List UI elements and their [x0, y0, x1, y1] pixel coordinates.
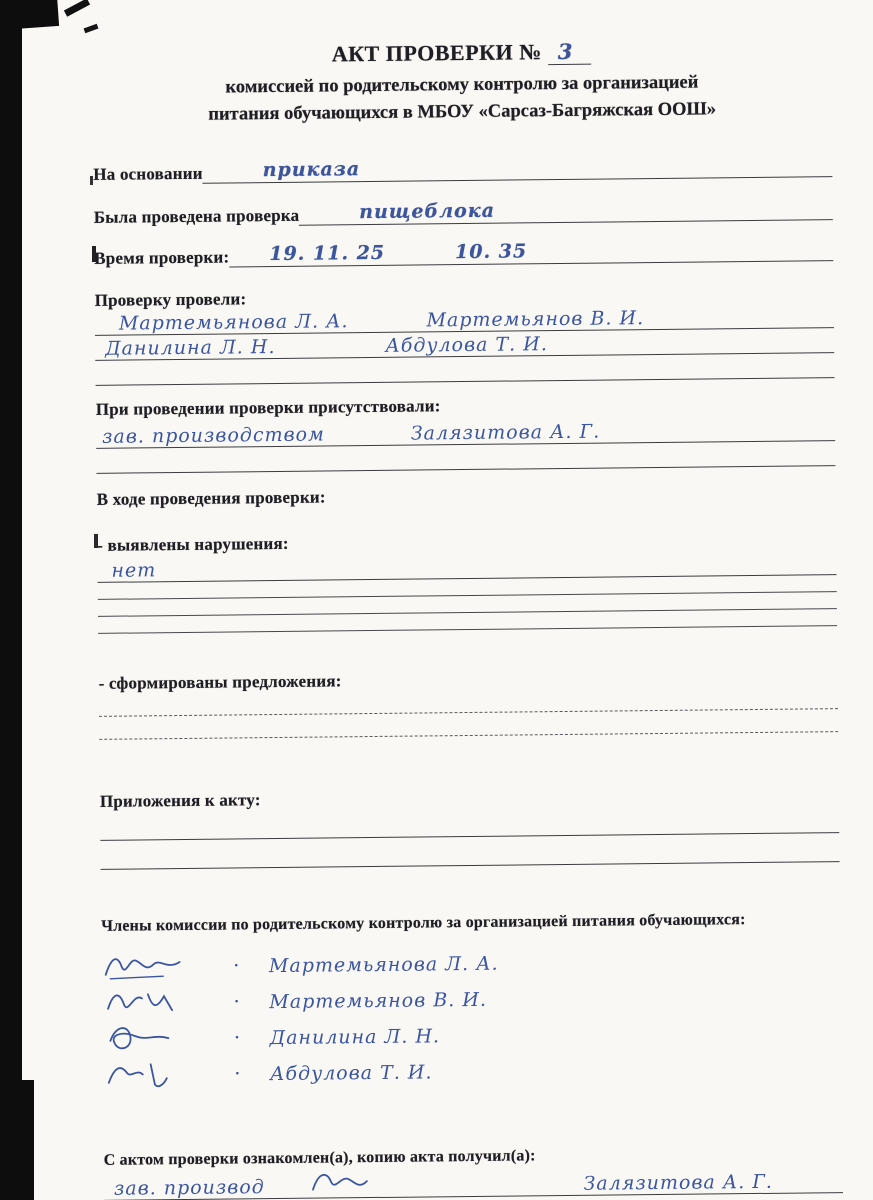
document-subtitle [92, 68, 832, 130]
ack-name-handwritten: Залязитова А. Г. [583, 1170, 774, 1195]
title-text: АКТ ПРОВЕРКИ № [331, 39, 542, 67]
inspector-name-handwritten: Данилина Л. Н. [105, 335, 276, 360]
during-label: В ходе проведения проверки: [96, 487, 326, 509]
ack-signature [305, 1167, 375, 1198]
inspector-name-handwritten: Мартемьянова Л. А. [118, 310, 349, 335]
time-clock-handwritten: 10. 35 [454, 240, 528, 264]
proposals-label: - сформированы предложения: [98, 671, 342, 693]
time-row [94, 236, 833, 269]
member-signature [101, 950, 197, 985]
leader-mark: · [234, 1029, 240, 1047]
violations-label: - выявлены нарушения: [97, 533, 289, 555]
present-role-handwritten: зав. производством [101, 423, 325, 448]
ack-label: С актом проверки ознакомлен(а), копию акта получил(а): [103, 1147, 536, 1169]
member-name-handwritten: Данилина Л. Н. [269, 1025, 441, 1050]
subtitle-line-2: питания обучающихся в МБОУ «Сарсаз-Багряжская ООШ» [208, 99, 717, 125]
leader-mark: · [234, 1065, 241, 1083]
inspector-name-handwritten: Мартемьянов В. И. [426, 307, 645, 332]
scanner-edge-artifact-bottom [0, 1080, 34, 1200]
scanner-corner-artifact [0, 0, 59, 30]
violations-value-handwritten: нет [111, 559, 157, 582]
inspector-name-handwritten: Абдулова Т. И. [385, 333, 548, 357]
scan-smudge [64, 0, 90, 17]
members-signature-block [101, 942, 841, 1094]
member-signature [102, 1022, 198, 1057]
ack-role-handwritten: зав. производ [113, 1176, 265, 1200]
member-signature [103, 1058, 199, 1093]
present-label: При проведении проверки присутствовали: [95, 396, 441, 419]
subtitle-line-1: комиссией по родительскому контролю за организацией [225, 72, 699, 98]
inspectors-label: Проверку провели: [94, 289, 247, 310]
attachments-label: Приложения к акту: [99, 790, 261, 811]
inspection-field [299, 195, 833, 226]
document-content [92, 36, 843, 1200]
member-name-handwritten: Абдулова Т. И. [269, 1061, 433, 1086]
member-name-handwritten: Мартемьянов В. И. [269, 988, 488, 1014]
document-title [92, 36, 831, 70]
member-row [103, 1050, 842, 1094]
member-name-handwritten: Мартемьянова Л. А. [268, 952, 499, 978]
time-label: Время проверки: [94, 247, 230, 268]
basis-field [203, 152, 833, 184]
scanner-edge-artifact [0, 0, 22, 1200]
basis-value-handwritten: приказа [262, 158, 361, 182]
basis-label: На основании [93, 163, 203, 184]
scan-smudge [84, 24, 99, 33]
inspection-label: Была проведена проверка [93, 205, 300, 227]
members-label: Члены комиссии по родительскому контролю за организацией питания обучающихся: [101, 911, 746, 935]
member-signature [102, 986, 198, 1021]
time-field [229, 236, 833, 267]
inspection-value-handwritten: пищеблока [359, 199, 496, 224]
leader-mark: · [233, 957, 240, 975]
inspection-row [94, 195, 833, 228]
basis-row [93, 152, 832, 185]
act-number-handwritten: 3 [548, 39, 592, 65]
time-date-handwritten: 19. 11. 25 [269, 241, 386, 266]
present-name-handwritten: Залязитова А. Г. [410, 420, 601, 445]
leader-mark: · [233, 993, 240, 1011]
